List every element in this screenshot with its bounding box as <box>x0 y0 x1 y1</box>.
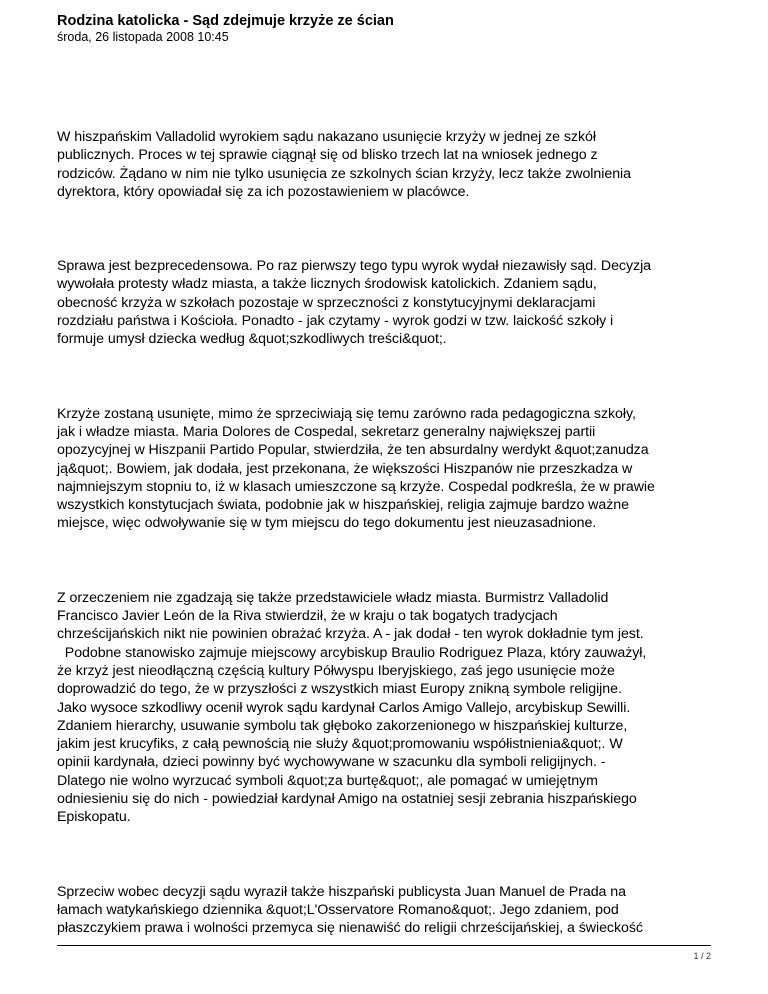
paragraph-line: Podobne stanowisko zajmuje miejscowy arcybiskup Braulio Rodriguez Plaza, który zauważył, <box>57 644 647 661</box>
paragraph-line: Jako wysoce szkodliwy ocenił wyrok sądu kardynał Carlos Amigo Vallejo, arcybiskup Sewilli. <box>57 699 631 716</box>
article-body <box>57 128 719 938</box>
article-date: środa, 26 listopada 2008 10:45 <box>57 30 229 44</box>
paragraph-line: obecność krzyża w szkołach pozostaje w sprzeczności z konstytucyjnymi deklaracjami <box>57 294 596 311</box>
paragraph-spacer <box>57 827 719 883</box>
footer-divider <box>57 945 711 946</box>
paragraph-spacer <box>57 533 719 589</box>
paragraph-line: rodziców. Żądano w nim nie tylko usunięcia ze szkolnych ścian krzyży, lecz także zwolnienia <box>57 165 631 182</box>
article-paragraph-3 <box>57 405 719 533</box>
paragraph-line: Z orzeczeniem nie zgadzają się także przedstawiciele władz miasta. Burmistrz Valladolid <box>57 589 609 606</box>
paragraph-line: miejsce, więc odwoływanie się w tym miejscu do tego dokumentu jest nieuzasadnione. <box>57 515 597 532</box>
paragraph-line: Zdaniem hierarchy, usuwanie symbolu tak głęboko zakorzenionego w hiszpańskiej kulturze, <box>57 717 628 734</box>
article-paragraph-2 <box>57 257 719 348</box>
paragraph-line: wszystkich konstytucjach świata, podobnie jak w hiszpańskiej, religia zajmuje bardzo ważne <box>57 497 629 514</box>
paragraph-line: dyrektora, który opowiadał się za ich pozostawieniem w placówce. <box>57 183 470 200</box>
paragraph-line: opinii kardynała, dzieci powinny być wychowywane w szacunku dla symboli religijnych. - <box>57 754 606 771</box>
paragraph-line: Krzyże zostaną usunięte, mimo że sprzeciwiają się temu zarówno rada pedagogiczna szkoły, <box>57 405 636 422</box>
paragraph-spacer <box>57 201 719 257</box>
article-paragraph-4 <box>57 589 719 827</box>
paragraph-line: W hiszpańskim Valladolid wyrokiem sądu nakazano usunięcie krzyży w jednej ze szkół <box>57 129 596 145</box>
paragraph-line: Sprzeciw wobec decyzji sądu wyraził także hiszpański publicysta Juan Manuel de Prada na <box>57 883 626 900</box>
paragraph-line: formuje umysł dziecka według &quot;szkodliwych treści&quot;. <box>57 331 447 348</box>
paragraph-line: łamach watykańskiego dziennika &quot;L'Osservatore Romano&quot;. Jego zdaniem, pod <box>57 901 619 918</box>
paragraph-line: doprowadzić do tego, że w przyszłości z wszystkich miast Europy znikną symbole religijne. <box>57 681 622 698</box>
paragraph-line: chrześcijańskich nikt nie powinien obrażać krzyża. A - jak dodał - ten wyrok dokładnie tym jest. <box>57 626 644 643</box>
paragraph-line: płaszczykiem prawa i wolności przemyca się nienawiść do religii chrześcijańskiej, a świeckość <box>57 920 643 937</box>
paragraph-line: jakim jest krucyfiks, z całą pewnością nie służy &quot;promowaniu współistnienia&quot;. W <box>57 736 623 753</box>
paragraph-line: Dlatego nie wolno wyrzucać symboli &quot;za burtę&quot;, ale pomagać w umiejętnym <box>57 772 598 789</box>
paragraph-line: Francisco Javier León de la Riva stwierdził, że w kraju o tak bogatych tradycjach <box>57 608 558 625</box>
paragraph-line: że krzyż jest nieodłączną częścią kultury Półwyspu Iberyjskiego, zaś jego usunięcie może <box>57 662 615 679</box>
article-paragraph-5 <box>57 883 719 938</box>
paragraph-line: najmniejszym stopniu to, iż w klasach umieszczone są krzyże. Cospedal podkreśla, że w prawie <box>57 478 655 495</box>
paragraph-line: wywołała protesty władz miasta, a także licznych środowisk katolickich. Zdaniem sądu, <box>57 276 597 293</box>
paragraph-line: publicznych. Proces w tej sprawie ciągnął się od blisko trzech lat na wniosek jednego z <box>57 147 598 164</box>
paragraph-line: Sprawa jest bezprecedensowa. Po raz pierwszy tego typu wyrok wydał niezawisły sąd. Decyzja <box>57 258 652 275</box>
paragraph-line: jak i władze miasta. Maria Dolores de Cospedal, sekretarz generalny największej partii <box>57 423 596 440</box>
page-number: 1 / 2 <box>693 951 711 961</box>
paragraph-line: Episkopatu. <box>57 809 131 826</box>
paragraph-line: ją&quot;. Bowiem, jak dodała, jest przekonana, że większości Hiszpanów nie przeszkadza w <box>57 460 633 477</box>
paragraph-line: opozycyjnej w Hiszpanii Partido Popular, stwierdziła, że ten absurdalny werdykt &quot;zanudza <box>57 442 649 459</box>
paragraph-line: rozdziału państwa i Kościoła. Ponadto - jak czytamy - wyrok godzi w tzw. laickość szkoły i <box>57 313 614 330</box>
document-header <box>57 12 717 45</box>
paragraph-line: odniesieniu się do nich - powiedział kardynał Amigo na ostatniej sesji zebrania hiszpańskiego <box>57 791 637 808</box>
article-title: Rodzina katolicka - Sąd zdejmuje krzyże ze ścian <box>57 13 394 29</box>
article-paragraph-1 <box>57 128 719 201</box>
paragraph-spacer <box>57 349 719 405</box>
